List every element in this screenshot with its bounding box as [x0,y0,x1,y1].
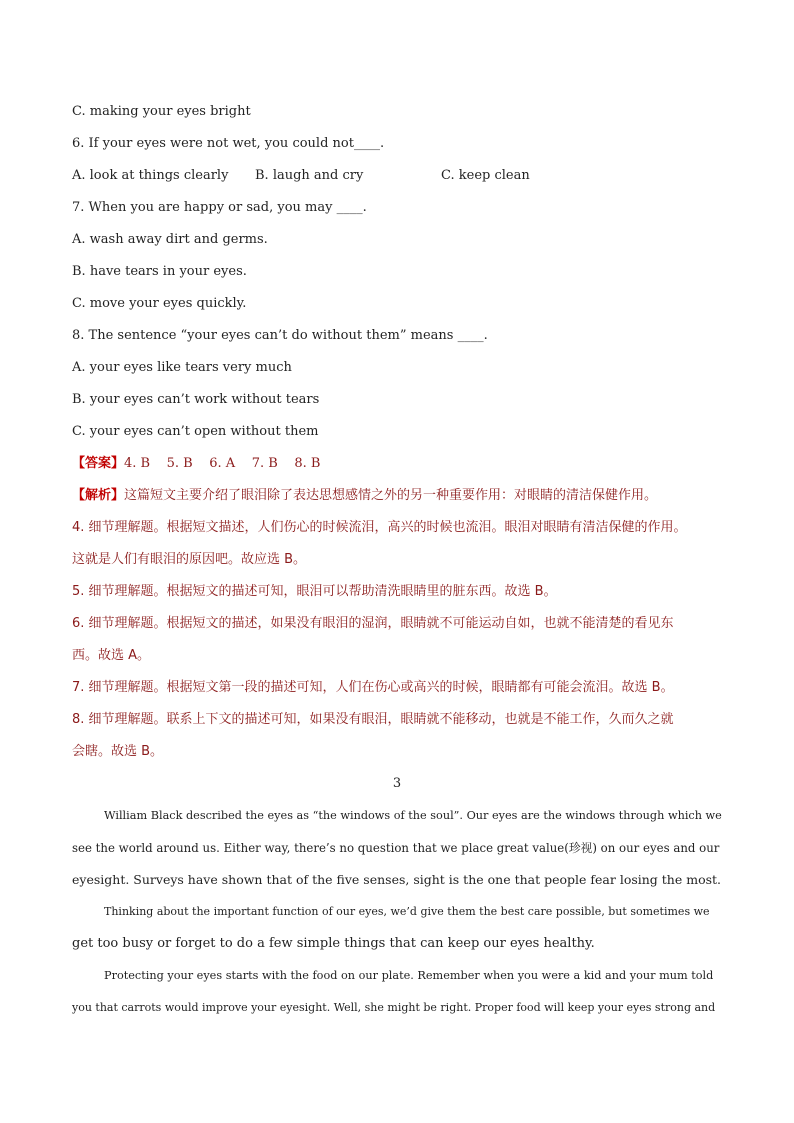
analysis-item-4-line-1: 4. 细节理解题。根据短文描述，人们伤心的时候流泪，高兴的时候也流泪。眼泪对眼睛有清洁保健的作用。 [72,520,687,535]
section-number: 3 [392,776,402,791]
analysis-item-4-line-2: 这就是人们有眼泪的原因吧。故应选 B。 [72,552,307,567]
answer-line [72,448,722,480]
q8-option-b: B. your eyes can’t work without tears [72,392,320,407]
q6-options [72,160,722,192]
passage-paragraph-2 [72,896,722,960]
analysis-item-8-line-1: 8. 细节理解题。联系上下文的描述可知，如果没有眼泪，眼睛就不能移动，也就是不能工作，久而久之就 [72,712,674,727]
analysis-item-8-line-2: 会瞎。故选 B。 [72,744,164,759]
analysis-item-5: 5. 细节理解题。根据短文的描述可知，眼泪可以帮助清洗眼睛里的脏东西。故选 B。 [72,584,557,599]
q8-stem: 8. The sentence “your eyes can’t do without them” means ____. [72,328,488,343]
q8-option-c: C. your eyes can’t open without them [72,424,319,439]
passage-p3-line-1: Protecting your eyes starts with the food on our plate. Remember when you were a kid and your mum told [104,969,714,982]
q7-stem: 7. When you are happy or sad, you may ____. [72,200,367,215]
q7-option-c: C. move your eyes quickly. [72,296,247,311]
analysis-item-6-line-1: 6. 细节理解题。根据短文的描述，如果没有眼泪的湿润，眼睛就不可能运动自如，也就不能清楚的看见东 [72,616,674,631]
q7-option-a: A. wash away dirt and germs. [72,232,268,247]
passage-p2-line-1: Thinking about the important function of our eyes, we’d give them the best care possible, but sometimes we [104,905,710,918]
analysis-intro-text: 这篇短文主要介绍了眼泪除了表达思想感情之外的另一种重要作用：对眼睛的清洁保健作用。 [124,488,658,503]
q7-option-b: B. have tears in your eyes. [72,264,247,279]
q6-option-c: C. keep clean [441,168,530,183]
analysis-item-6-line-2: 西。故选 A。 [72,648,151,663]
analysis-intro [72,480,722,512]
document-page [72,96,722,1024]
passage-paragraph-3 [72,960,722,1024]
passage-p2-line-2: get too busy or forget to do a few simple things that can keep our eyes healthy. [72,936,595,951]
analysis-item-7: 7. 细节理解题。根据短文第一段的描述可知，人们在伤心或高兴的时候，眼睛都有可能会流泪。故选 B。 [72,680,674,695]
analysis-label: 【解析】 [72,488,125,503]
q8-option-a: A. your eyes like tears very much [72,360,292,375]
passage-p1-line-2: see the world around us. Either way, there’s no question that we place great value(珍视) on our eyes and our [72,841,720,855]
passage-p3-line-2: you that carrots would improve your eyesight. Well, she might be right. Proper food will keep your eyes strong and [72,1001,716,1014]
q6-stem: 6. If your eyes were not wet, you could not____. [72,136,385,151]
passage-p1-line-1: William Black described the eyes as “the windows of the soul”. Our eyes are the windows through which we [104,809,722,822]
q6-option-a: A. look at things clearly [72,168,229,183]
q5-option-c: C. making your eyes bright [72,104,251,119]
answer-text: 4. B 5. B 6. A 7. B 8. B [124,456,321,471]
passage-p1-line-3: eyesight. Surveys have shown that of the five senses, sight is the one that people fear losing the most. [72,872,722,887]
answer-label: 【答案】 [72,456,125,471]
passage-paragraph-1 [72,800,722,896]
q6-option-b: B. laugh and cry [255,168,364,183]
